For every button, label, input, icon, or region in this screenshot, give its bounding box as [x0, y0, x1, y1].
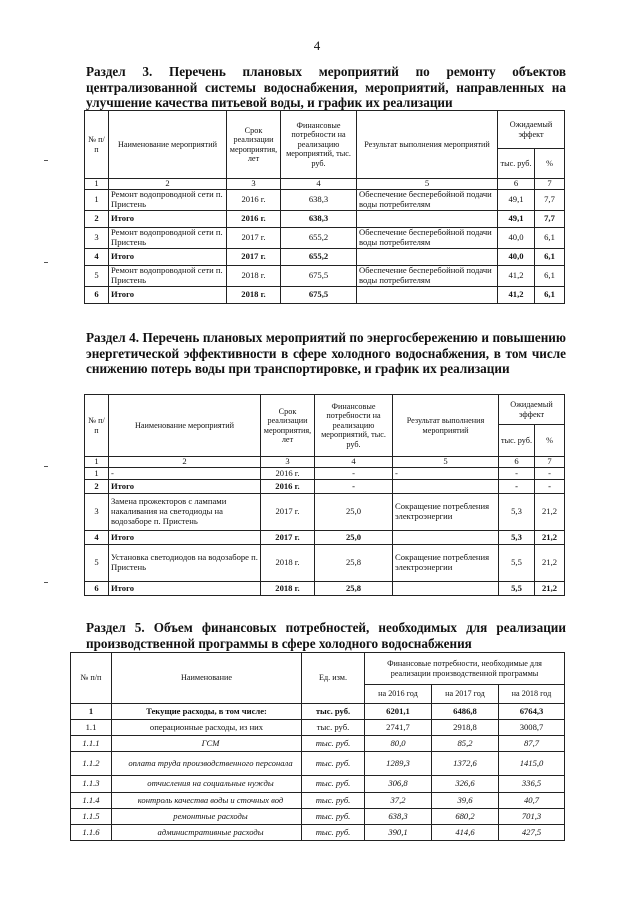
measure-result: Обеспечение бесперебойной подачи воды потребителям	[357, 228, 498, 249]
expense-unit: тыс. руб.	[302, 825, 365, 841]
measure-term: 2017 г.	[261, 494, 315, 531]
effect-rub: 41,2	[498, 287, 535, 304]
table-row	[71, 825, 565, 841]
effect-rub: 5,3	[499, 494, 535, 531]
measure-term: 2018 г.	[261, 545, 315, 582]
table-row	[71, 736, 565, 752]
measure-name: Итого	[109, 211, 227, 228]
row-number: 1.1	[71, 720, 112, 736]
effect-rub: 5,5	[499, 582, 535, 596]
measure-result: -	[393, 468, 499, 480]
value-2018: 1415,0	[499, 752, 565, 776]
header-effect: Ожидаемый эффект	[499, 395, 565, 425]
value-2018: 3008,7	[499, 720, 565, 736]
expense-name: ГСМ	[112, 736, 302, 752]
effect-rub: 49,1	[498, 211, 535, 228]
value-2016: 1289,3	[365, 752, 432, 776]
effect-pct: -	[535, 468, 565, 480]
header-unit-pct: %	[535, 149, 565, 179]
measure-term: 2018 г.	[261, 582, 315, 596]
table-row	[85, 494, 565, 531]
row-number: 4	[85, 249, 109, 266]
measure-result: Сокращение потребления электроэнергии	[393, 494, 499, 531]
column-number: 2	[109, 457, 261, 468]
value-2016: 638,3	[365, 809, 432, 825]
measure-term: 2017 г.	[227, 228, 281, 249]
expense-name: оплата труда производственного персонала	[112, 752, 302, 776]
effect-pct: 21,2	[535, 582, 565, 596]
expense-name: операционные расходы, из них	[112, 720, 302, 736]
margin-mark	[44, 262, 48, 263]
column-number: 5	[393, 457, 499, 468]
measure-finance: 25,8	[315, 545, 393, 582]
header-finance: Финансовые потребности на реализацию мероприятий, тыс. руб.	[315, 395, 393, 457]
margin-mark	[44, 466, 48, 467]
effect-rub: 5,3	[499, 531, 535, 545]
column-number: 6	[498, 179, 535, 190]
effect-pct: 7,7	[535, 190, 565, 211]
section-4-table	[84, 394, 565, 596]
effect-pct: -	[535, 480, 565, 494]
measure-term: 2017 г.	[261, 531, 315, 545]
value-2017: 2918,8	[432, 720, 499, 736]
header-num: № п/п	[71, 653, 112, 704]
value-2018: 6764,3	[499, 704, 565, 720]
measure-finance: 25,8	[315, 582, 393, 596]
row-number: 2	[85, 480, 109, 494]
table-row	[71, 809, 565, 825]
effect-rub: -	[499, 468, 535, 480]
expense-name: административные расходы	[112, 825, 302, 841]
table-row	[85, 190, 565, 211]
measure-name: Итого	[109, 249, 227, 266]
header-unit-pct: %	[535, 425, 565, 457]
effect-rub: 49,1	[498, 190, 535, 211]
value-2018: 87,7	[499, 736, 565, 752]
row-number: 1	[85, 468, 109, 480]
measure-result	[357, 287, 498, 304]
header-num: № п/п	[85, 111, 109, 179]
measure-term: 2016 г.	[261, 468, 315, 480]
value-2016: 306,8	[365, 776, 432, 793]
measure-finance: 638,3	[281, 190, 357, 211]
effect-pct: 21,2	[535, 494, 565, 531]
page-number: 4	[313, 38, 321, 53]
measure-term: 2018 г.	[227, 287, 281, 304]
row-number: 1.1.2	[71, 752, 112, 776]
expense-unit: тыс. руб.	[302, 809, 365, 825]
row-number: 1.1.4	[71, 793, 112, 809]
measure-finance: 25,0	[315, 531, 393, 545]
expense-unit: тыс. руб.	[302, 720, 365, 736]
header-year-2017: на 2017 год	[432, 685, 499, 704]
table-row	[71, 704, 565, 720]
section-3-table	[84, 110, 565, 304]
column-number: 3	[261, 457, 315, 468]
row-number: 6	[85, 287, 109, 304]
header-effect: Ожидаемый эффект	[498, 111, 565, 149]
header-num: № п/п	[85, 395, 109, 457]
expense-unit: тыс. руб.	[302, 736, 365, 752]
table-row	[85, 545, 565, 582]
measure-term: 2018 г.	[227, 266, 281, 287]
header-unit: Ед. изм.	[302, 653, 365, 704]
measure-name: Ремонт водопроводной сети п. Пристень	[109, 266, 227, 287]
expense-unit: тыс. руб.	[302, 704, 365, 720]
expense-name: ремонтные расходы	[112, 809, 302, 825]
effect-pct: 6,1	[535, 287, 565, 304]
column-numbers	[85, 468, 565, 596]
header-result: Результат выполнения мероприятий	[393, 395, 499, 457]
margin-mark	[44, 160, 48, 161]
header-year-2018: на 2018 год	[499, 685, 565, 704]
measure-result: Обеспечение бесперебойной подачи воды потребителям	[357, 190, 498, 211]
effect-pct: 6,1	[535, 266, 565, 287]
measure-result: Сокращение потребления электроэнергии	[393, 545, 499, 582]
header-year-2016: на 2016 год	[365, 685, 432, 704]
row-number: 1.1.5	[71, 809, 112, 825]
section-5-title: Раздел 5. Объем финансовых потребностей, необходимых для реализации производственной программы в сфере холодного водоснабжения	[86, 620, 566, 651]
header-name: Наименование мероприятий	[109, 111, 227, 179]
measure-name: -	[109, 468, 261, 480]
value-2017: 414,6	[432, 825, 499, 841]
effect-pct: 21,2	[535, 531, 565, 545]
measure-name: Замена прожекторов с лампами накаливания на светодиоды на водозаборе п. Пристень	[109, 494, 261, 531]
section-4-title: Раздел 4. Перечень плановых мероприятий по энергосбережению и повышению энергетической эффективности в сфере холодного водоснабжения, в том числе снижению потерь воды при транспортировке, и график их реализации	[86, 330, 566, 376]
value-2016: 6201,1	[365, 704, 432, 720]
row-number: 1.1.1	[71, 736, 112, 752]
column-number: 7	[535, 179, 565, 190]
value-2018: 40,7	[499, 793, 565, 809]
effect-rub: 5,5	[499, 545, 535, 582]
effect-rub: 40,0	[498, 228, 535, 249]
value-2017: 326,6	[432, 776, 499, 793]
column-numbers	[85, 190, 565, 304]
measure-result	[357, 249, 498, 266]
header-name: Наименование мероприятий	[109, 395, 261, 457]
expense-unit: тыс. руб.	[302, 776, 365, 793]
measure-result	[393, 582, 499, 596]
value-2017: 680,2	[432, 809, 499, 825]
table-row	[85, 211, 565, 228]
section-3-title: Раздел 3. Перечень плановых мероприятий по ремонту объектов централизованной системы водоснабжения, мероприятий, направленных на улучшение качества питьевой воды, и график их реализации	[86, 64, 566, 110]
effect-rub: 41,2	[498, 266, 535, 287]
measure-finance: 675,5	[281, 287, 357, 304]
header-finance: Финансовые потребности, необходимые для реализации производственной программы	[365, 653, 565, 685]
table-row	[71, 752, 565, 776]
measure-name: Итого	[109, 582, 261, 596]
table-row	[85, 480, 565, 494]
row-number: 1	[71, 704, 112, 720]
table-row	[85, 287, 565, 304]
value-2017: 1372,6	[432, 752, 499, 776]
measure-finance: 675,5	[281, 266, 357, 287]
row-number: 3	[85, 494, 109, 531]
measure-result: Обеспечение бесперебойной подачи воды потребителям	[357, 266, 498, 287]
table-row	[85, 228, 565, 249]
value-2016: 80,0	[365, 736, 432, 752]
column-number: 7	[535, 457, 565, 468]
measure-name: Итого	[109, 480, 261, 494]
effect-pct: 7,7	[535, 211, 565, 228]
measure-name: Ремонт водопроводной сети п. Пристень	[109, 190, 227, 211]
value-2016: 37,2	[365, 793, 432, 809]
measure-finance: 655,2	[281, 249, 357, 266]
measure-name: Установка светодиодов на водозаборе п. Пристень	[109, 545, 261, 582]
measure-name: Итого	[109, 531, 261, 545]
expense-name: Текущие расходы, в том числе:	[112, 704, 302, 720]
effect-pct: 6,1	[535, 228, 565, 249]
table-row	[71, 776, 565, 793]
section-5-table	[70, 652, 565, 841]
expense-unit: тыс. руб.	[302, 752, 365, 776]
column-number: 6	[499, 457, 535, 468]
margin-mark	[44, 582, 48, 583]
measure-finance: -	[315, 468, 393, 480]
row-number: 3	[85, 228, 109, 249]
header-unit-rub: тыс. руб.	[499, 425, 535, 457]
column-number: 4	[315, 457, 393, 468]
header-result: Результат выполнения мероприятий	[357, 111, 498, 179]
column-number: 4	[281, 179, 357, 190]
row-number: 4	[85, 531, 109, 545]
table-row	[85, 531, 565, 545]
effect-pct: 6,1	[535, 249, 565, 266]
measure-term: 2016 г.	[227, 190, 281, 211]
value-2018: 427,5	[499, 825, 565, 841]
row-number: 6	[85, 582, 109, 596]
expense-name: контроль качества воды и сточных вод	[112, 793, 302, 809]
header-term: Срок реализации мероприятия, лет	[227, 111, 281, 179]
column-number: 2	[109, 179, 227, 190]
measure-term: 2016 г.	[227, 211, 281, 228]
effect-pct: 21,2	[535, 545, 565, 582]
row-number: 2	[85, 211, 109, 228]
value-2018: 336,5	[499, 776, 565, 793]
expense-unit: тыс. руб.	[302, 793, 365, 809]
value-2017: 39,6	[432, 793, 499, 809]
measure-finance: -	[315, 480, 393, 494]
column-number: 1	[85, 179, 109, 190]
table-row	[71, 720, 565, 736]
measure-name: Итого	[109, 287, 227, 304]
column-number: 1	[85, 457, 109, 468]
measure-term: 2017 г.	[227, 249, 281, 266]
table-row	[71, 793, 565, 809]
row-number: 1.1.6	[71, 825, 112, 841]
value-2016: 390,1	[365, 825, 432, 841]
header-name: Наименование	[112, 653, 302, 704]
value-2017: 85,2	[432, 736, 499, 752]
row-number: 1.1.3	[71, 776, 112, 793]
row-number: 1	[85, 190, 109, 211]
header-finance: Финансовые потребности на реализацию мероприятий, тыс. руб.	[281, 111, 357, 179]
measure-name: Ремонт водопроводной сети п. Пристень	[109, 228, 227, 249]
measure-result	[393, 531, 499, 545]
table-row	[85, 582, 565, 596]
table-row	[85, 468, 565, 480]
effect-rub: 40,0	[498, 249, 535, 266]
measure-result	[357, 211, 498, 228]
effect-rub: -	[499, 480, 535, 494]
header-unit-rub: тыс. руб.	[498, 149, 535, 179]
header-term: Срок реализации мероприятия, лет	[261, 395, 315, 457]
measure-result	[393, 480, 499, 494]
value-2016: 2741,7	[365, 720, 432, 736]
value-2018: 701,3	[499, 809, 565, 825]
column-number: 5	[357, 179, 498, 190]
value-2017: 6486,8	[432, 704, 499, 720]
measure-finance: 25,0	[315, 494, 393, 531]
row-number: 5	[85, 545, 109, 582]
measure-term: 2016 г.	[261, 480, 315, 494]
expense-name: отчисления на социальные нужды	[112, 776, 302, 793]
table-row	[85, 266, 565, 287]
row-number: 5	[85, 266, 109, 287]
measure-finance: 638,3	[281, 211, 357, 228]
measure-finance: 655,2	[281, 228, 357, 249]
column-number: 3	[227, 179, 281, 190]
table-row	[85, 249, 565, 266]
